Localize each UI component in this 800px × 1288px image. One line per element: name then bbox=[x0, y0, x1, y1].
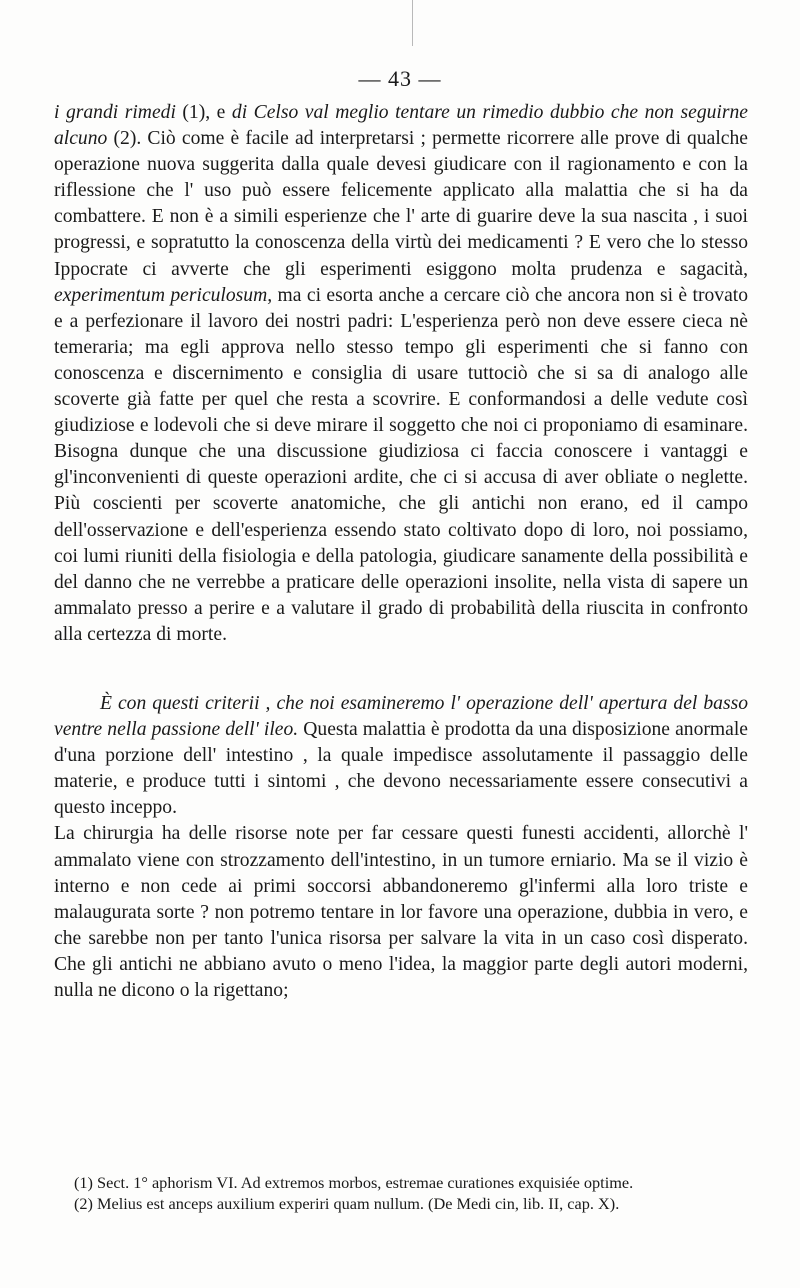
footnote-ref-1: (1) bbox=[182, 102, 206, 123]
body-paragraph-2 bbox=[54, 691, 748, 1004]
footnote-ref-2: (2) bbox=[113, 128, 137, 150]
italic-lead-text: È con questi criterii , che noi esamineremo l' operazione dell' apertura del basso ventre nella passione dell' ileo. bbox=[54, 693, 748, 741]
italic-quote-text: di Celso val meglio tentare un rimedio dubbio che non seguirne alcuno bbox=[54, 102, 748, 150]
footnote-1: (1) Sect. 1° aphorism VI. Ad extremos morbos, estremae curationes exquisiée optime. bbox=[74, 1173, 634, 1192]
page-crease bbox=[412, 0, 413, 46]
latin-phrase: experimentum periculosum, bbox=[54, 284, 273, 306]
page-number: — 43 — bbox=[358, 66, 442, 91]
body-text: . Ciò come è facile ad interpretarsi ; permette ricorrere alle prove di qualche operazione nuova suggerita dalla quale devesi giudicare con il ragionamento e con la riflessione che l' uso può essere felicemente applicato alla malattia che si ha da combattere. E non è a simili esperienze che l' arte di guarire deve la sua nascita , i suoi progressi, e sopratutto la conoscenza della virtù dei medicamenti ? E vero che lo stesso Ippocrate ci avverte che gli esperimenti esiggono molta prudenza e sagacità, bbox=[54, 128, 748, 280]
footnote-2: (2) Melius est anceps auxilium experiri quam nullum. (De Medi cin, lib. II, cap. X). bbox=[74, 1194, 620, 1213]
body-text: ma ci esorta anche a cercare ciò che ancora non si è trovato e a perfezionare il lavoro dei nostri padri: L'esperienza però non deve essere cieca nè temeraria; ma egli approva nello stesso tempo gli esperimenti che si fanno con conoscenza e discernimento e consiglia di usare tuttociò che si sa di analogo alle scoverte già fatte per quel che resta a scovrire. E conformandosi a delle vedute così giudiziose e lodevoli che si deve mirare il soggetto che noi ci proponiamo di esaminare. Bisogna dunque che una discussione giudiziosa ci faccia conoscere i vantaggi e gl'inconvenienti di queste operazioni ardite, che ci si accusa di aver obliate o neglette. Più coscienti per scoverte anatomiche, che gli antichi non erano, ed il campo dell'osservazione e dell'esperienza essendo stato coltivato dopo di loro, noi possiamo, coi lumi riuniti della fisiologia e della patologia, giudicare sanamente della possibilità e del danno che ne verrebbe a praticare delle operazioni insolite, nella vista di sapere un ammalato presso a perire e a valutare il grado di probabilità della riuscita in confronto alla certezza di morte. bbox=[54, 284, 749, 645]
body-paragraph-1 bbox=[54, 100, 748, 648]
body-text: La chirurgia ha delle risorse note per far cessare questi funesti accidenti, allorchè l' ammalato viene con strozzamento dell'intestino, in un tumore erniario. Ma se il vizio è interno e non cede ai primi soccorsi abbandoneremo gl'infermi alla loro triste e malaugurata sorte ? non potremo tentare in lor favore una operazione, dubbia in vero, e che sarebbe non per tanto l'unica risorsa per salvare la vita in un caso così disperato. Che gli antichi ne abbiano avuto o meno l'idea, la maggior parte degli autori moderni, nulla ne dicono o la rigettano; bbox=[54, 823, 748, 1002]
body-text: , e bbox=[205, 102, 232, 123]
body-text: Questa malattia è prodotta da una disposizione anormale d'una porzione dell' intestino , la quale impedisce assolutamente il passaggio delle materie, e produce tutti i sintomi , che devono necessariamente essere consecutivi a questo inceppo. bbox=[54, 719, 748, 819]
footnotes bbox=[54, 1172, 748, 1214]
italic-lead-text: i grandi rimedi bbox=[54, 102, 176, 123]
